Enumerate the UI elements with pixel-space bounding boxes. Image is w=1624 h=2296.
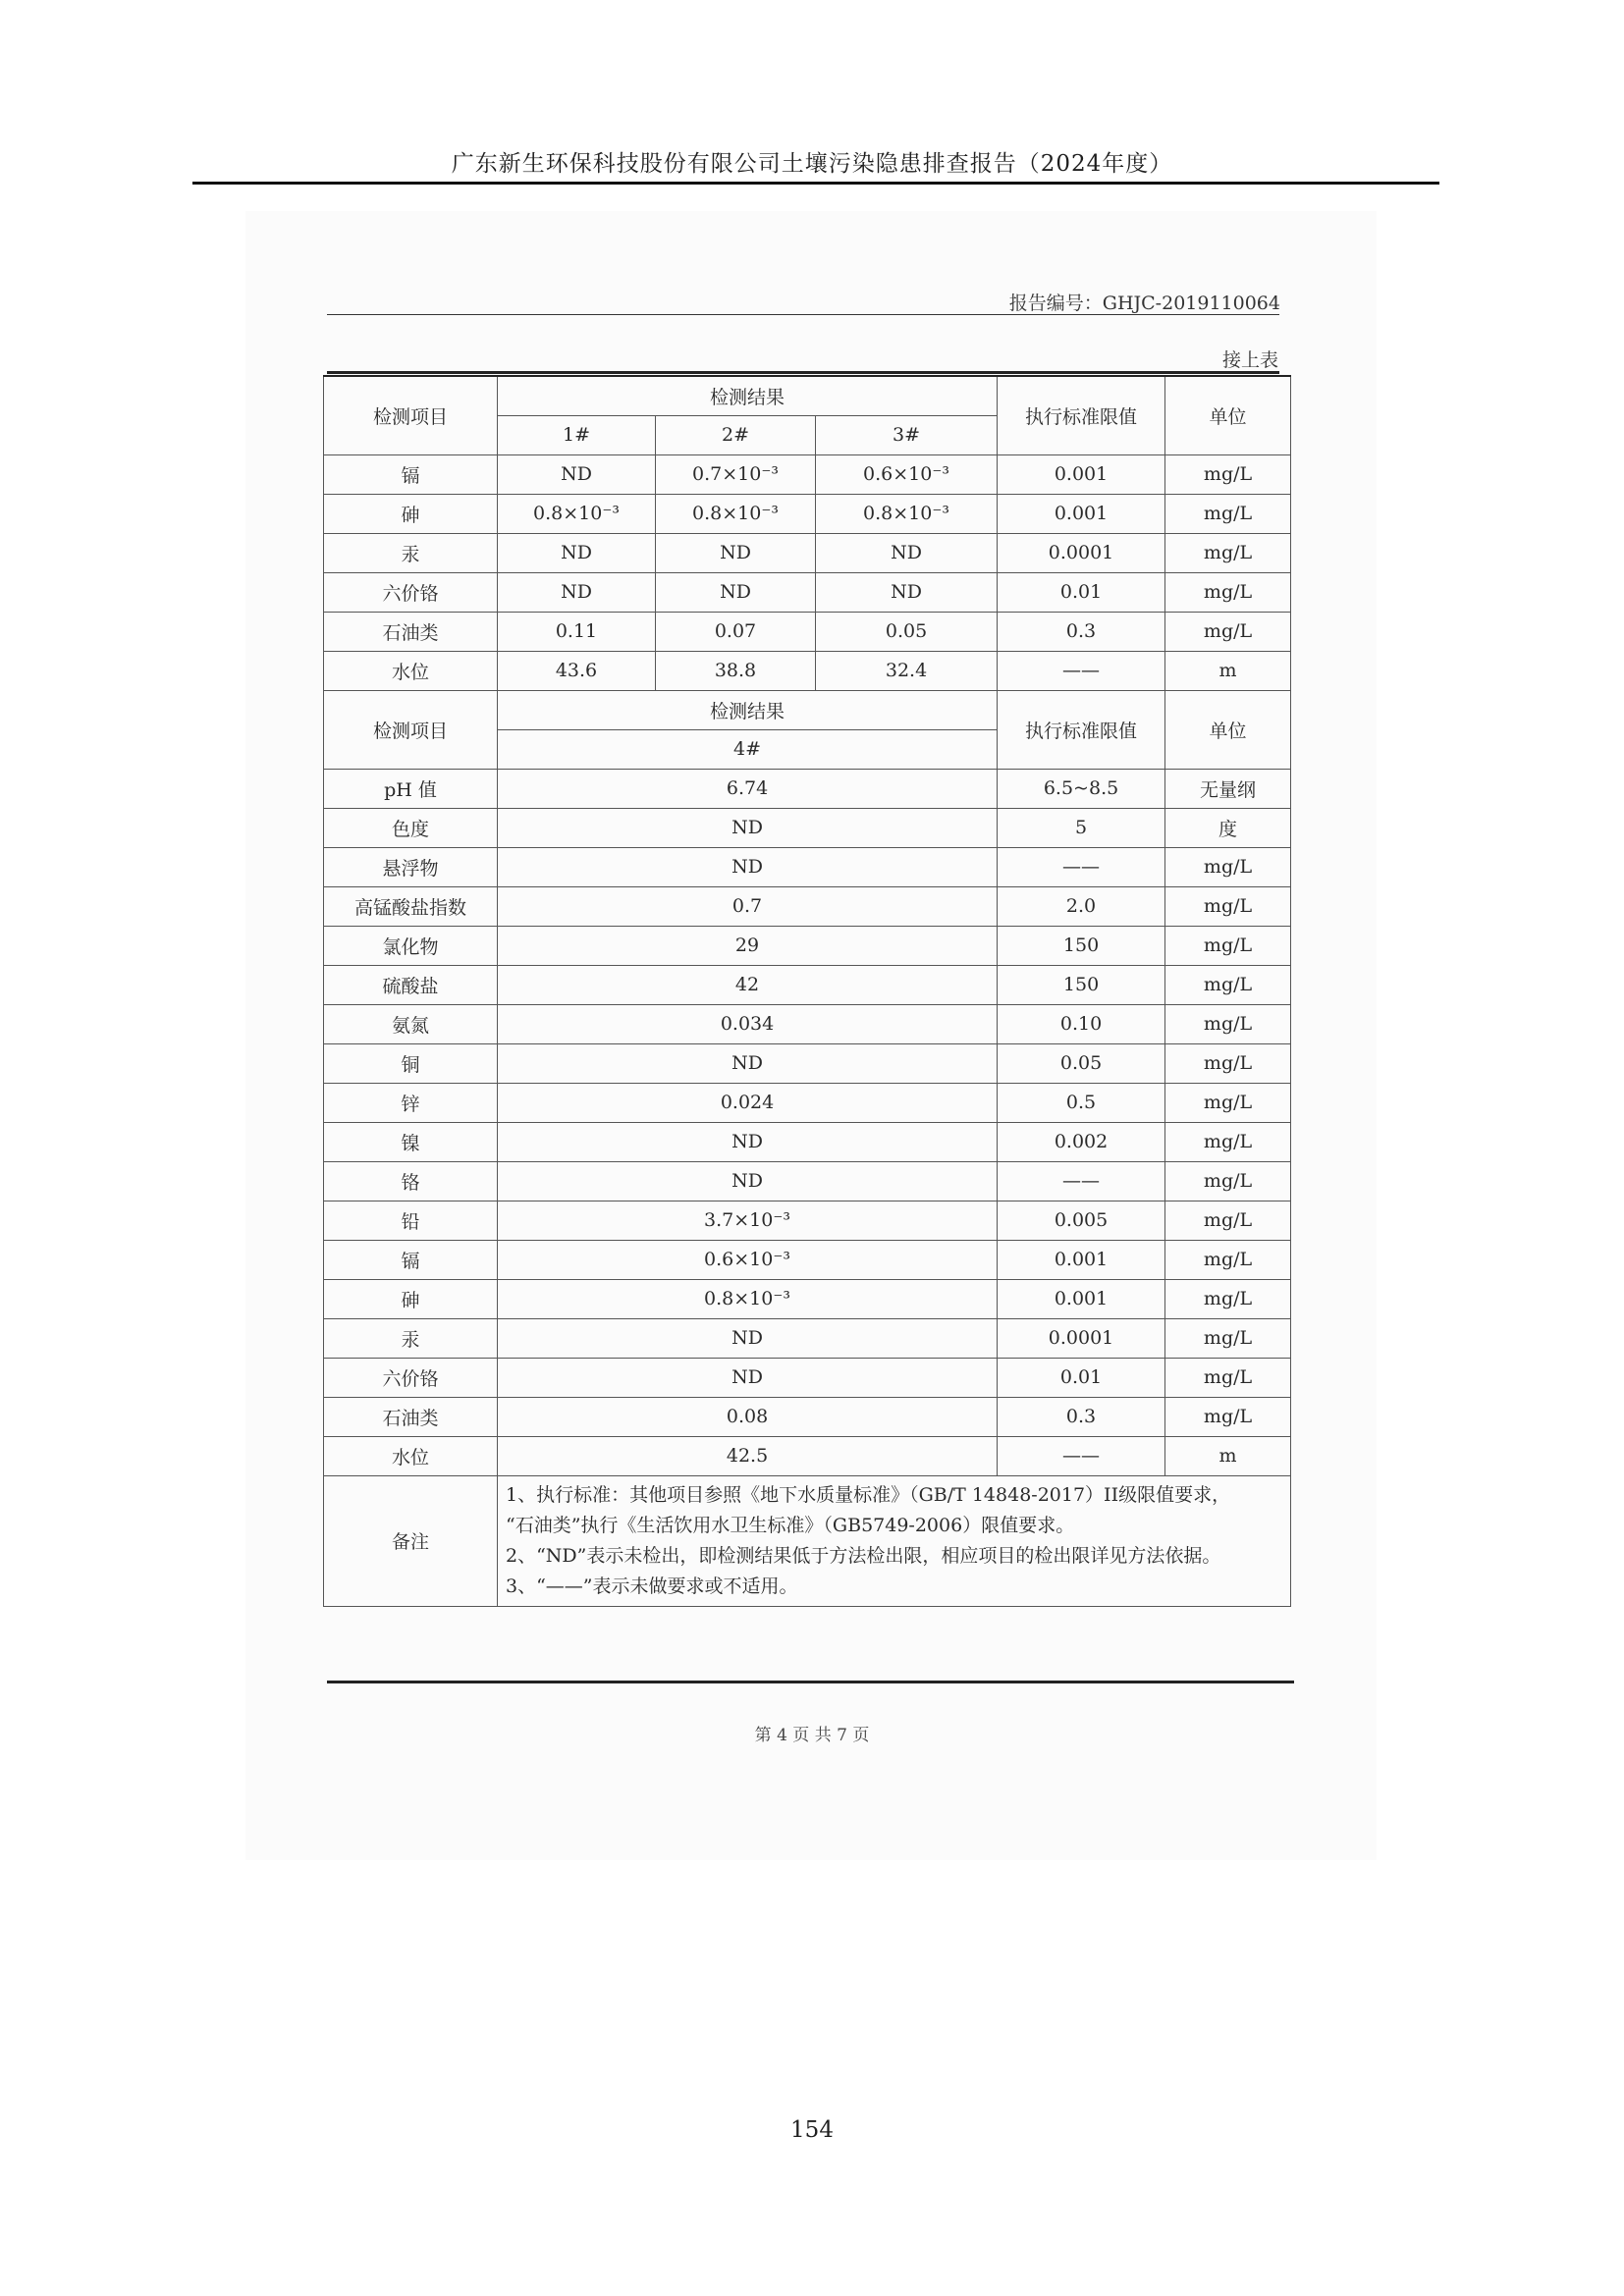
unit-cell: mg/L <box>1165 1161 1291 1201</box>
table-row <box>324 1436 1291 1475</box>
unit-cell: mg/L <box>1165 886 1291 926</box>
item-name: 高锰酸盐指数 <box>324 886 498 926</box>
item-name: 硫酸盐 <box>324 965 498 1004</box>
page-header-title: 广东新生环保科技股份有限公司土壤污染隐患排查报告（2024年度） <box>451 151 1173 177</box>
result-cell: 32.4 <box>816 651 998 690</box>
table-row <box>324 494 1291 533</box>
result-cell: 0.8×10⁻³ <box>498 494 656 533</box>
result-cell: 0.05 <box>816 612 998 651</box>
limit-cell: 5 <box>998 808 1165 847</box>
table-row <box>324 808 1291 847</box>
limit-cell: 0.10 <box>998 1004 1165 1043</box>
limit-cell: 0.5 <box>998 1083 1165 1122</box>
unit-cell: mg/L <box>1165 494 1291 533</box>
limit-cell: 0.005 <box>998 1201 1165 1240</box>
result-cell: 42 <box>498 965 998 1004</box>
remark-line: “石油类”执行《生活饮用水卫生标准》（GB5749-2006）限值要求。 <box>506 1514 1075 1536</box>
unit-cell: mg/L <box>1165 926 1291 965</box>
result-cell: 43.6 <box>498 651 656 690</box>
limit-cell: 0.0001 <box>998 1318 1165 1358</box>
unit-cell: mg/L <box>1165 965 1291 1004</box>
table2-header-results: 检测结果 <box>498 690 998 729</box>
table-row <box>324 886 1291 926</box>
table-row <box>324 533 1291 572</box>
result-cell: 6.74 <box>498 769 998 808</box>
table-row <box>324 1397 1291 1436</box>
unit-cell: mg/L <box>1165 612 1291 651</box>
result-cell: 0.024 <box>498 1083 998 1122</box>
unit-cell: mg/L <box>1165 454 1291 494</box>
item-name: 氨氮 <box>324 1004 498 1043</box>
remarks-label: 备注 <box>324 1475 498 1606</box>
limit-cell: 0.3 <box>998 612 1165 651</box>
limit-cell: —— <box>998 847 1165 886</box>
limit-cell: 0.01 <box>998 1358 1165 1397</box>
table-row <box>324 1122 1291 1161</box>
table-row <box>324 965 1291 1004</box>
item-name: 悬浮物 <box>324 847 498 886</box>
item-name: 镉 <box>324 454 498 494</box>
page-number: 154 <box>790 2117 834 2143</box>
result-cell: 0.6×10⁻³ <box>498 1240 998 1279</box>
table-row <box>324 847 1291 886</box>
item-name: 石油类 <box>324 1397 498 1436</box>
table2-header-limit: 执行标准限值 <box>998 690 1165 769</box>
unit-cell: mg/L <box>1165 1004 1291 1043</box>
table1-header-unit: 单位 <box>1165 376 1291 454</box>
item-name: 水位 <box>324 651 498 690</box>
table-row <box>324 1043 1291 1083</box>
table-row <box>324 1318 1291 1358</box>
result-cell: 0.7 <box>498 886 998 926</box>
remarks-text <box>498 1475 1291 1606</box>
result-cell: ND <box>816 533 998 572</box>
report-number: 报告编号：GHJC-2019110064 <box>1008 293 1280 314</box>
result-cell: ND <box>498 808 998 847</box>
table-row <box>324 1201 1291 1240</box>
table-row <box>324 1004 1291 1043</box>
result-cell: ND <box>656 572 816 612</box>
item-name: 汞 <box>324 1318 498 1358</box>
item-name: 汞 <box>324 533 498 572</box>
limit-cell: 0.3 <box>998 1397 1165 1436</box>
result-cell: ND <box>498 1318 998 1358</box>
item-name: 色度 <box>324 808 498 847</box>
limit-cell: 150 <box>998 926 1165 965</box>
limit-cell: 2.0 <box>998 886 1165 926</box>
table-top-rule <box>327 371 1279 374</box>
result-cell: 0.8×10⁻³ <box>656 494 816 533</box>
table1-header-item: 检测项目 <box>324 376 498 454</box>
unit-cell: mg/L <box>1165 1240 1291 1279</box>
result-cell: 42.5 <box>498 1436 998 1475</box>
unit-cell: mg/L <box>1165 1397 1291 1436</box>
table-row <box>324 769 1291 808</box>
table-row <box>324 926 1291 965</box>
result-cell: ND <box>498 1161 998 1201</box>
limit-cell: 0.0001 <box>998 533 1165 572</box>
table-row <box>324 572 1291 612</box>
item-name: 六价铬 <box>324 1358 498 1397</box>
unit-cell: mg/L <box>1165 1358 1291 1397</box>
result-cell: ND <box>498 572 656 612</box>
result-cell: ND <box>498 533 656 572</box>
table-row <box>324 454 1291 494</box>
item-name: 铜 <box>324 1043 498 1083</box>
result-cell: ND <box>498 1122 998 1161</box>
unit-cell: m <box>1165 651 1291 690</box>
result-cell: 0.11 <box>498 612 656 651</box>
item-name: 砷 <box>324 1279 498 1318</box>
unit-cell: mg/L <box>1165 1201 1291 1240</box>
unit-cell: mg/L <box>1165 1083 1291 1122</box>
table2-header-row <box>324 690 1291 729</box>
result-cell: ND <box>816 572 998 612</box>
table1-header-limit: 执行标准限值 <box>998 376 1165 454</box>
table1-header-row <box>324 376 1291 415</box>
limit-cell: 0.01 <box>998 572 1165 612</box>
item-name: 铅 <box>324 1201 498 1240</box>
unit-cell: mg/L <box>1165 1279 1291 1318</box>
table-bottom-rule <box>327 1681 1294 1683</box>
item-name: 镍 <box>324 1122 498 1161</box>
unit-cell: mg/L <box>1165 572 1291 612</box>
table-row <box>324 1161 1291 1201</box>
result-cell: ND <box>498 1043 998 1083</box>
limit-cell: 0.001 <box>998 454 1165 494</box>
result-cell: 0.8×10⁻³ <box>498 1279 998 1318</box>
limit-cell: 0.05 <box>998 1043 1165 1083</box>
result-cell: ND <box>656 533 816 572</box>
item-name: 六价铬 <box>324 572 498 612</box>
limit-cell: —— <box>998 651 1165 690</box>
unit-cell: m <box>1165 1436 1291 1475</box>
result-cell: 0.07 <box>656 612 816 651</box>
result-cell: 0.08 <box>498 1397 998 1436</box>
unit-cell: mg/L <box>1165 847 1291 886</box>
result-cell: ND <box>498 847 998 886</box>
limit-cell: 6.5~8.5 <box>998 769 1165 808</box>
test-results-table <box>323 375 1291 1607</box>
item-name: 锌 <box>324 1083 498 1122</box>
unit-cell: mg/L <box>1165 1122 1291 1161</box>
table-row <box>324 1083 1291 1122</box>
item-name: pH 值 <box>324 769 498 808</box>
unit-cell: mg/L <box>1165 533 1291 572</box>
limit-cell: —— <box>998 1436 1165 1475</box>
limit-cell: 0.001 <box>998 494 1165 533</box>
header-rule <box>192 182 1439 185</box>
table-row <box>324 1279 1291 1318</box>
item-name: 铬 <box>324 1161 498 1201</box>
item-name: 砷 <box>324 494 498 533</box>
report-number-rule <box>327 314 1279 315</box>
limit-cell: 150 <box>998 965 1165 1004</box>
item-name: 水位 <box>324 1436 498 1475</box>
remarks-row <box>324 1475 1291 1606</box>
unit-cell: 度 <box>1165 808 1291 847</box>
table2-header-item: 检测项目 <box>324 690 498 769</box>
remark-line: 3、“——”表示未做要求或不适用。 <box>506 1575 798 1597</box>
result-cell: ND <box>498 454 656 494</box>
sample-label: 2# <box>656 415 816 454</box>
table-row <box>324 1358 1291 1397</box>
table2-header-unit: 单位 <box>1165 690 1291 769</box>
unit-cell: 无量纲 <box>1165 769 1291 808</box>
result-cell: 3.7×10⁻³ <box>498 1201 998 1240</box>
page-counter: 第 4 页 共 7 页 <box>754 1726 870 1745</box>
sample-label: 4# <box>498 729 998 769</box>
limit-cell: 0.001 <box>998 1240 1165 1279</box>
table-row <box>324 651 1291 690</box>
item-name: 镉 <box>324 1240 498 1279</box>
table-row <box>324 612 1291 651</box>
continued-label: 接上表 <box>1221 349 1278 371</box>
result-cell: 0.034 <box>498 1004 998 1043</box>
limit-cell: —— <box>998 1161 1165 1201</box>
sample-label: 3# <box>816 415 998 454</box>
unit-cell: mg/L <box>1165 1318 1291 1358</box>
result-cell: ND <box>498 1358 998 1397</box>
remark-line: 1、执行标准：其他项目参照《地下水质量标准》（GB/T 14848-2017）II级限值要求， <box>506 1483 1231 1506</box>
table-row <box>324 1240 1291 1279</box>
remark-line: 2、“ND”表示未检出，即检测结果低于方法检出限，相应项目的检出限详见方法依据。 <box>506 1544 1221 1567</box>
table1-header-results: 检测结果 <box>498 376 998 415</box>
result-cell: 38.8 <box>656 651 816 690</box>
limit-cell: 0.001 <box>998 1279 1165 1318</box>
result-cell: 29 <box>498 926 998 965</box>
result-cell: 0.8×10⁻³ <box>816 494 998 533</box>
item-name: 石油类 <box>324 612 498 651</box>
item-name: 氯化物 <box>324 926 498 965</box>
result-cell: 0.6×10⁻³ <box>816 454 998 494</box>
sample-label: 1# <box>498 415 656 454</box>
limit-cell: 0.002 <box>998 1122 1165 1161</box>
unit-cell: mg/L <box>1165 1043 1291 1083</box>
result-cell: 0.7×10⁻³ <box>656 454 816 494</box>
